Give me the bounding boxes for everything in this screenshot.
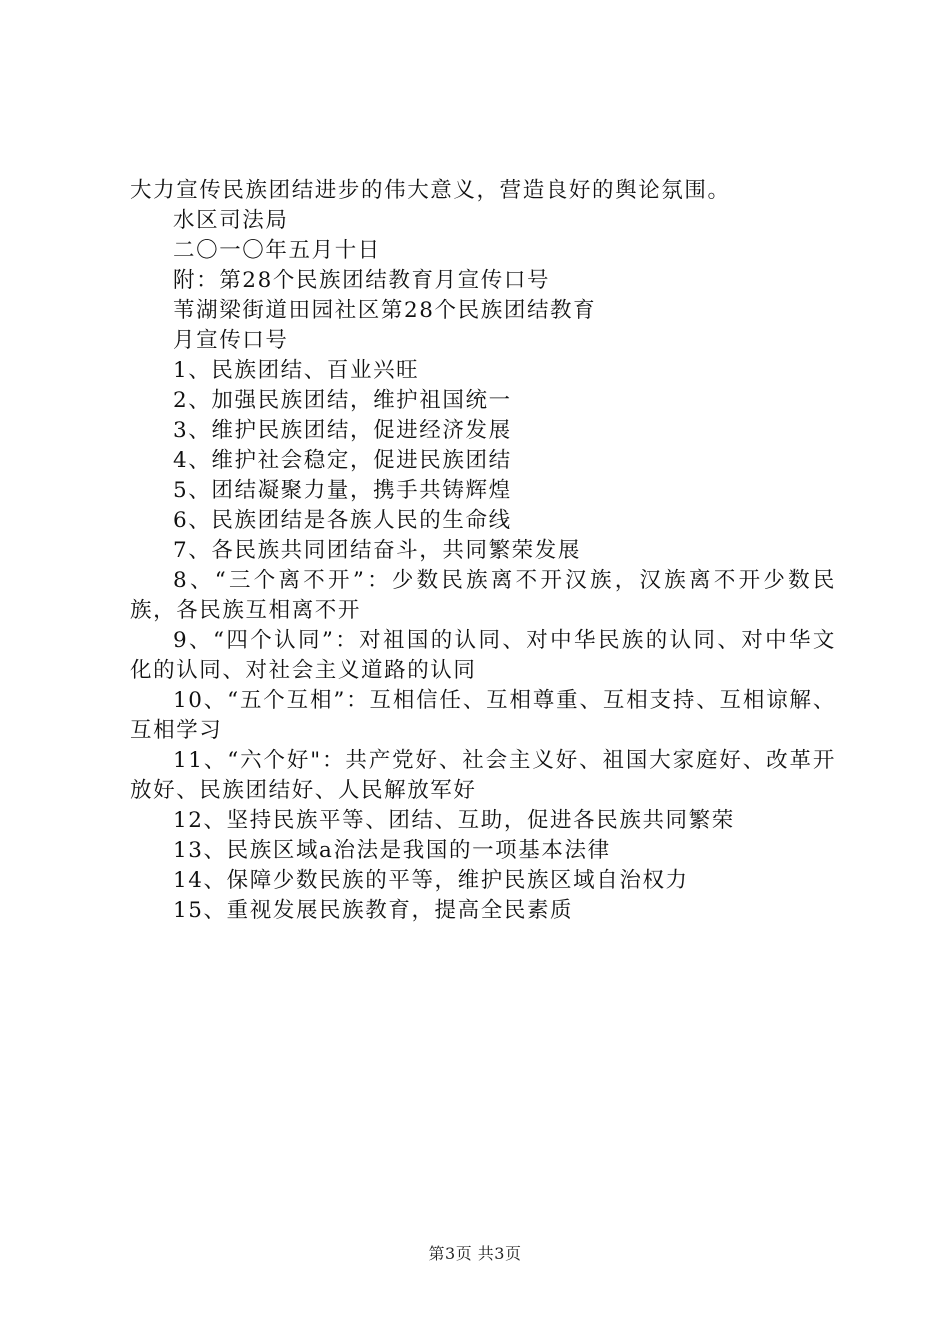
text-line: 附：第28个民族团结教育月宣传口号: [173, 268, 551, 293]
slogan-item: 8、“三个离不开”：少数民族离不开汉族，汉族离不开少数民族，各民族互相离不开: [130, 568, 836, 623]
slogan-item: 5、团结凝聚力量，携手共铸辉煌: [173, 478, 512, 503]
slogan-item: 14、保障少数民族的平等，维护民族区域自治权力: [173, 868, 689, 893]
text-line: 月宣传口号: [173, 328, 289, 353]
text-line: 水区司法局: [173, 208, 289, 233]
slogan-item: 6、民族团结是各族人民的生命线: [173, 508, 512, 533]
text-line: 大力宣传民族团结进步的伟大意义，营造良好的舆论氛围。: [130, 178, 731, 203]
slogan-item: 2、加强民族团结，维护祖国统一: [173, 388, 512, 413]
slogan-item: 9、“四个认同”：对祖国的认同、对中华民族的认同、对中华文化的认同、对社会主义道路的认同: [130, 628, 836, 683]
slogan-item: 10、“五个互相”：互相信任、互相尊重、互相支持、互相谅解、互相学习: [130, 688, 836, 743]
page-number-footer: 第3页 共3页: [428, 1244, 522, 1263]
text-line: 苇湖梁街道田园社区第28个民族团结教育: [173, 298, 597, 323]
slogan-item: 7、各民族共同团结奋斗，共同繁荣发展: [173, 538, 581, 563]
slogan-item: 12、坚持民族平等、团结、互助，促进各民族共同繁荣: [173, 808, 735, 833]
slogan-item: 4、维护社会稳定，促进民族团结: [173, 448, 512, 473]
slogan-item: 3、维护民族团结，促进经济发展: [173, 418, 512, 443]
slogan-item: 13、民族区域a治法是我国的一项基本法律: [173, 838, 611, 863]
document-body: [130, 176, 836, 926]
slogan-item: 15、重视发展民族教育，提高全民素质: [173, 898, 574, 923]
slogan-item: 11、“六个好"：共产党好、社会主义好、祖国大家庭好、改革开放好、民族团结好、人民解放军好: [130, 748, 836, 803]
text-line: 二〇一〇年五月十日: [173, 238, 381, 263]
slogan-item: 1、民族团结、百业兴旺: [173, 358, 420, 383]
